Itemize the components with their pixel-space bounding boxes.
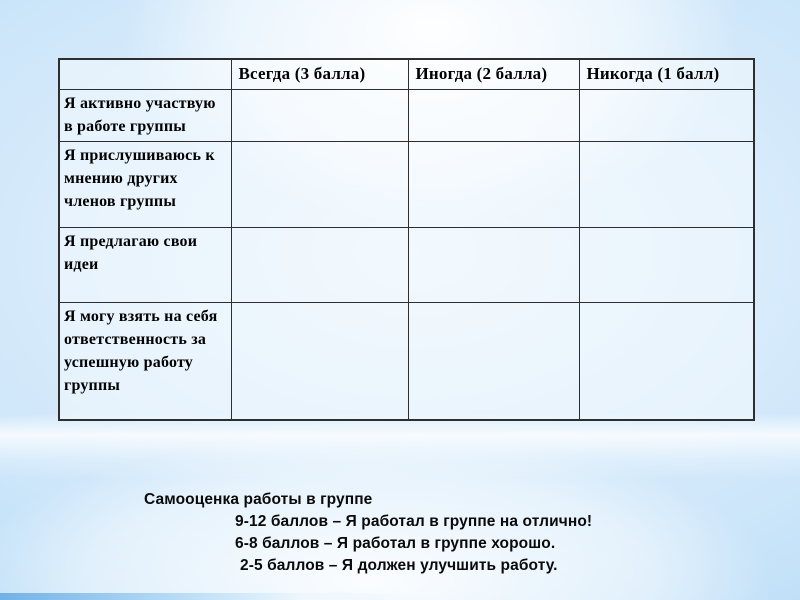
row-label-responsibility: Я могу взять на себя ответственность за успешную работу группы <box>59 302 231 420</box>
bottom-edge-accent <box>0 593 800 600</box>
score-cell <box>408 141 579 227</box>
score-cell <box>579 302 754 420</box>
score-cell <box>408 227 579 302</box>
score-cell <box>231 302 408 420</box>
score-cell <box>579 141 754 227</box>
row-label-participate: Я активно участвую в работе группы <box>59 89 231 141</box>
col-header-sometimes: Иногда (2 балла) <box>408 59 579 89</box>
table-row <box>59 302 754 420</box>
score-cell <box>231 89 408 141</box>
table-row <box>59 227 754 302</box>
score-cell <box>579 227 754 302</box>
score-cell <box>231 141 408 227</box>
score-cell <box>579 89 754 141</box>
table-row <box>59 89 754 141</box>
score-cell <box>408 302 579 420</box>
self-assessment-table <box>58 58 755 421</box>
corner-cell <box>59 59 231 89</box>
legend-lines <box>235 511 592 577</box>
table-row <box>59 141 754 227</box>
legend-line-good: 6-8 баллов – Я работал в группе хорошо. <box>235 535 556 552</box>
row-label-ideas: Я предлагаю свои идеи <box>59 227 231 302</box>
scoring-legend <box>144 489 592 577</box>
table-header-row <box>59 59 754 89</box>
col-header-always: Всегда (3 балла) <box>231 59 408 89</box>
legend-line-excellent: 9-12 баллов – Я работал в группе на отлично! <box>235 513 593 530</box>
score-cell <box>408 89 579 141</box>
legend-line-improve: 2-5 баллов – Я должен улучшить работу. <box>240 557 558 574</box>
legend-title: Самооценка работы в группе <box>144 491 373 508</box>
row-label-listen: Я прислушиваюсь к мнению других членов группы <box>59 141 231 227</box>
score-cell <box>231 227 408 302</box>
col-header-never: Никогда (1 балл) <box>579 59 754 89</box>
